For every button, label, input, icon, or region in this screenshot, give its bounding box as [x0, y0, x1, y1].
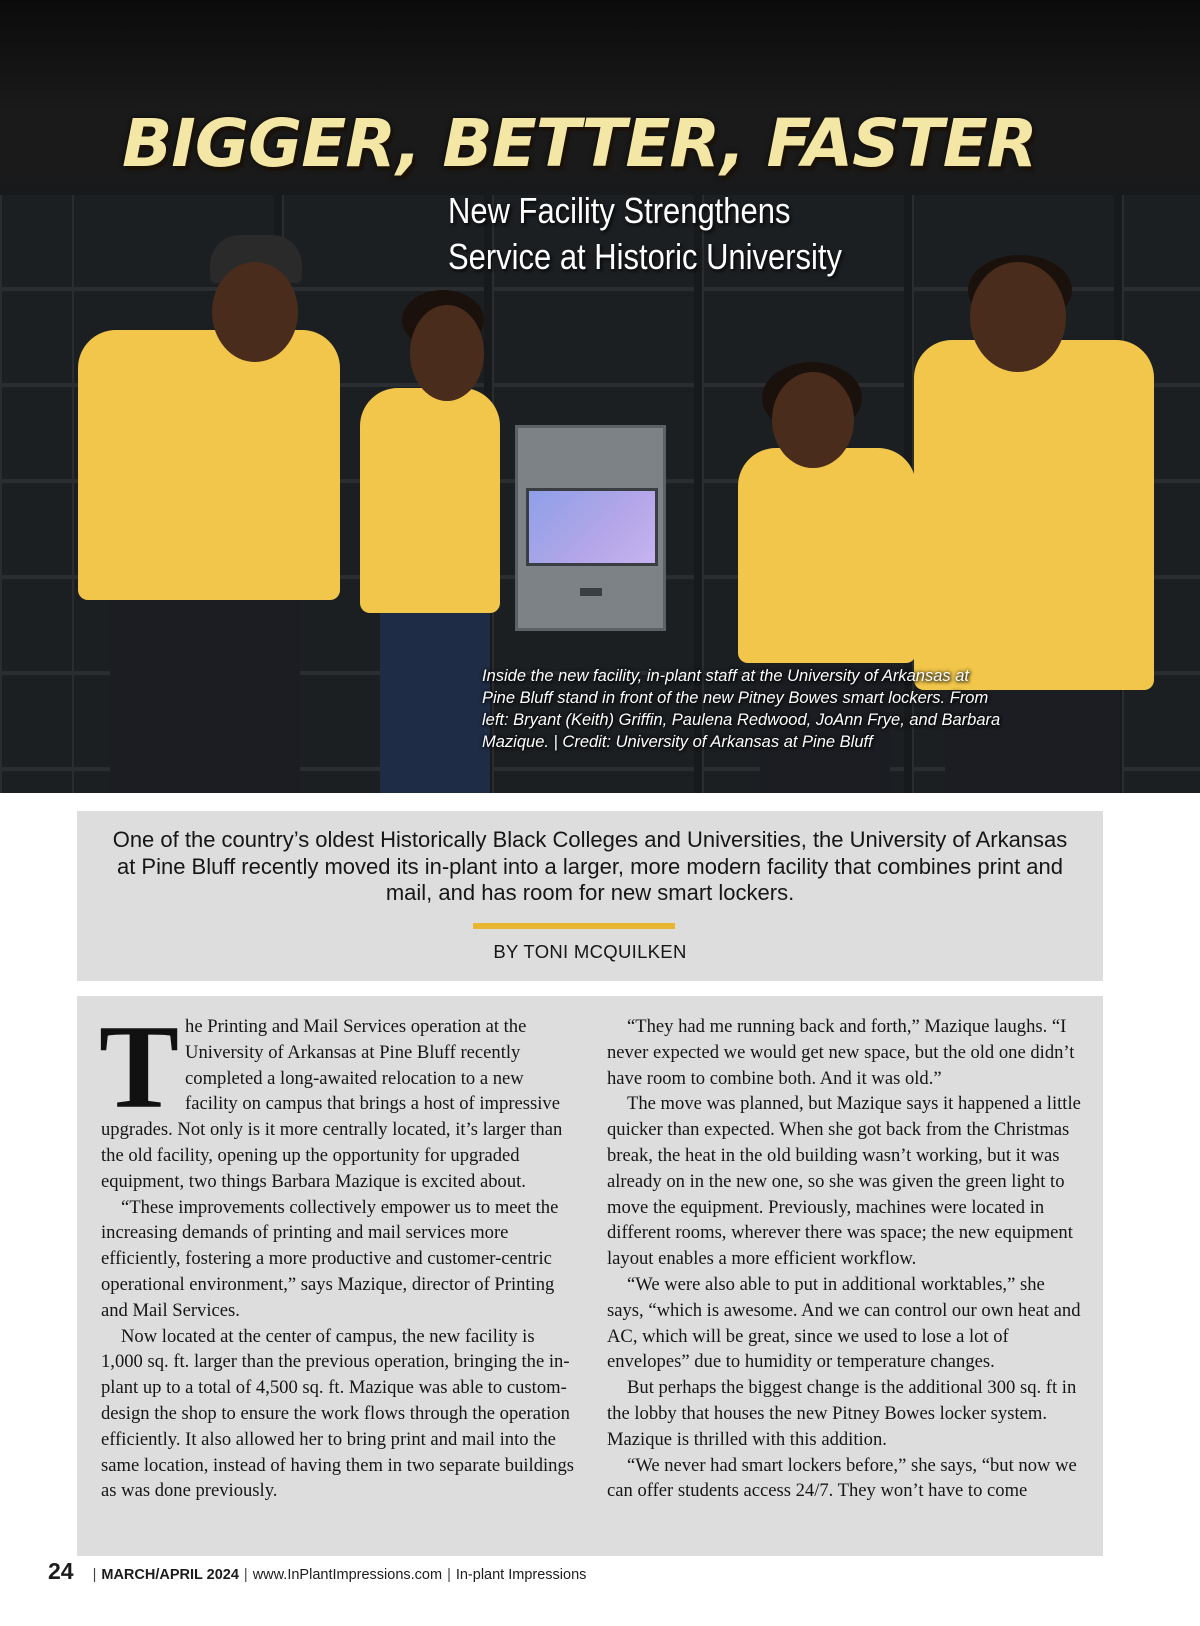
footer-separator: | — [243, 1567, 248, 1583]
drop-cap: T — [99, 1000, 180, 1133]
body-paragraph: “We were also able to put in additional worktables,” she says, “which is awesome. And we can control our own heat and AC, which will be great, since we used to lose a lot of envelopes” due to humidity or temperature changes. — [607, 1273, 1081, 1373]
accent-rule — [473, 923, 675, 929]
subhead-line: New Facility Strengthens — [448, 190, 791, 231]
photo-caption: Inside the new facility, in-plant staff at the University of Arkansas at Pine Bluff stand in front of the new Pitney Bowes smart lockers. From left: Bryant (Keith) Griffin, Paulena Redwood, JoAnn Frye, and Barbara Mazique. | Credit: University of Arkansas at Pine Bluff — [482, 667, 1001, 751]
hero-photo — [0, 0, 1200, 793]
article-subhead — [448, 188, 861, 280]
article-deck-box — [77, 811, 1103, 981]
article-deck: One of the country’s oldest Historically Black Colleges and Universities, the University of Arkansas at Pine Bluff recently moved its in-plant into a larger, more modern facility that combines print and mail, and has room for new smart lockers. — [112, 827, 1068, 905]
body-paragraph: “These improvements collectively empower us to meet the increasing demands of printing and mail services more efficiently, fostering a more productive and customer-centric operational environment,” says Mazique, director of Printing and Mail Services. — [101, 1196, 559, 1321]
body-column-right — [607, 1014, 1085, 1504]
body-paragraph: The move was planned, but Mazique says it happened a little quicker than expected. When she got back from the Christmas break, the heat in the old building wasn’t working, but it was already on in the new one, so she was given the green light to move the equipment. Previously, machines were located in different rooms, wherever there was space; the new equipment layout enables a more efficient workflow. — [607, 1093, 1081, 1270]
body-paragraph: “We never had smart lockers before,” she says, “but now we can offer students access 24/7. They won’t have to come — [607, 1454, 1077, 1502]
body-paragraph: Now located at the center of campus, the new facility is 1,000 sq. ft. larger than the previous operation, bringing the in-plant up to a total of 4,500 sq. ft. Mazique was able to custom-design the shop to ensure the work flows through the operation efficiently. It also allowed her to bring print and mail into the same location, instead of having them in two separate buildings as was done previously. — [101, 1325, 574, 1502]
page-number: 24 — [48, 1558, 74, 1584]
kiosk-screen — [526, 488, 658, 566]
article-headline: BIGGER, BETTER, FASTER — [122, 105, 1037, 182]
footer-separator: | — [447, 1567, 451, 1583]
website-link[interactable]: www.InPlantImpressions.com — [252, 1567, 443, 1583]
body-paragraph-text: he Printing and Mail Services operation at the University of Arkansas at Pine Bluff recently completed a long-awaited relocation to a new facility on campus that brings a host of impressive upgrades. Not only is it more centrally located, it’s larger than the old facility, opening up the opportunity for upgraded equipment, two things Barbara Mazique is excited about. — [101, 1016, 563, 1192]
page-footer — [48, 1558, 586, 1592]
article-body — [77, 996, 1103, 1556]
footer-separator: | — [92, 1567, 97, 1583]
kiosk-slot — [580, 588, 602, 596]
locker-kiosk — [515, 425, 666, 631]
body-paragraph: “They had me running back and forth,” Mazique laughs. “I never expected we would get new space, but the old one didn’t have room to combine both. And it was old.” — [607, 1016, 1075, 1089]
byline: BY TONI MCQUILKEN — [493, 941, 687, 962]
issue-date: MARCH/APRIL 2024 — [101, 1567, 239, 1583]
subhead-line: Service at Historic University — [448, 236, 842, 277]
body-paragraph: But perhaps the biggest change is the additional 300 sq. ft in the lobby that houses the new Pitney Bowes locker system. Mazique is thrilled with this addition. — [607, 1377, 1077, 1450]
body-paragraph — [99, 1000, 579, 1195]
publication-name: In-plant Impressions — [455, 1567, 587, 1583]
body-column-left — [99, 1000, 579, 1504]
